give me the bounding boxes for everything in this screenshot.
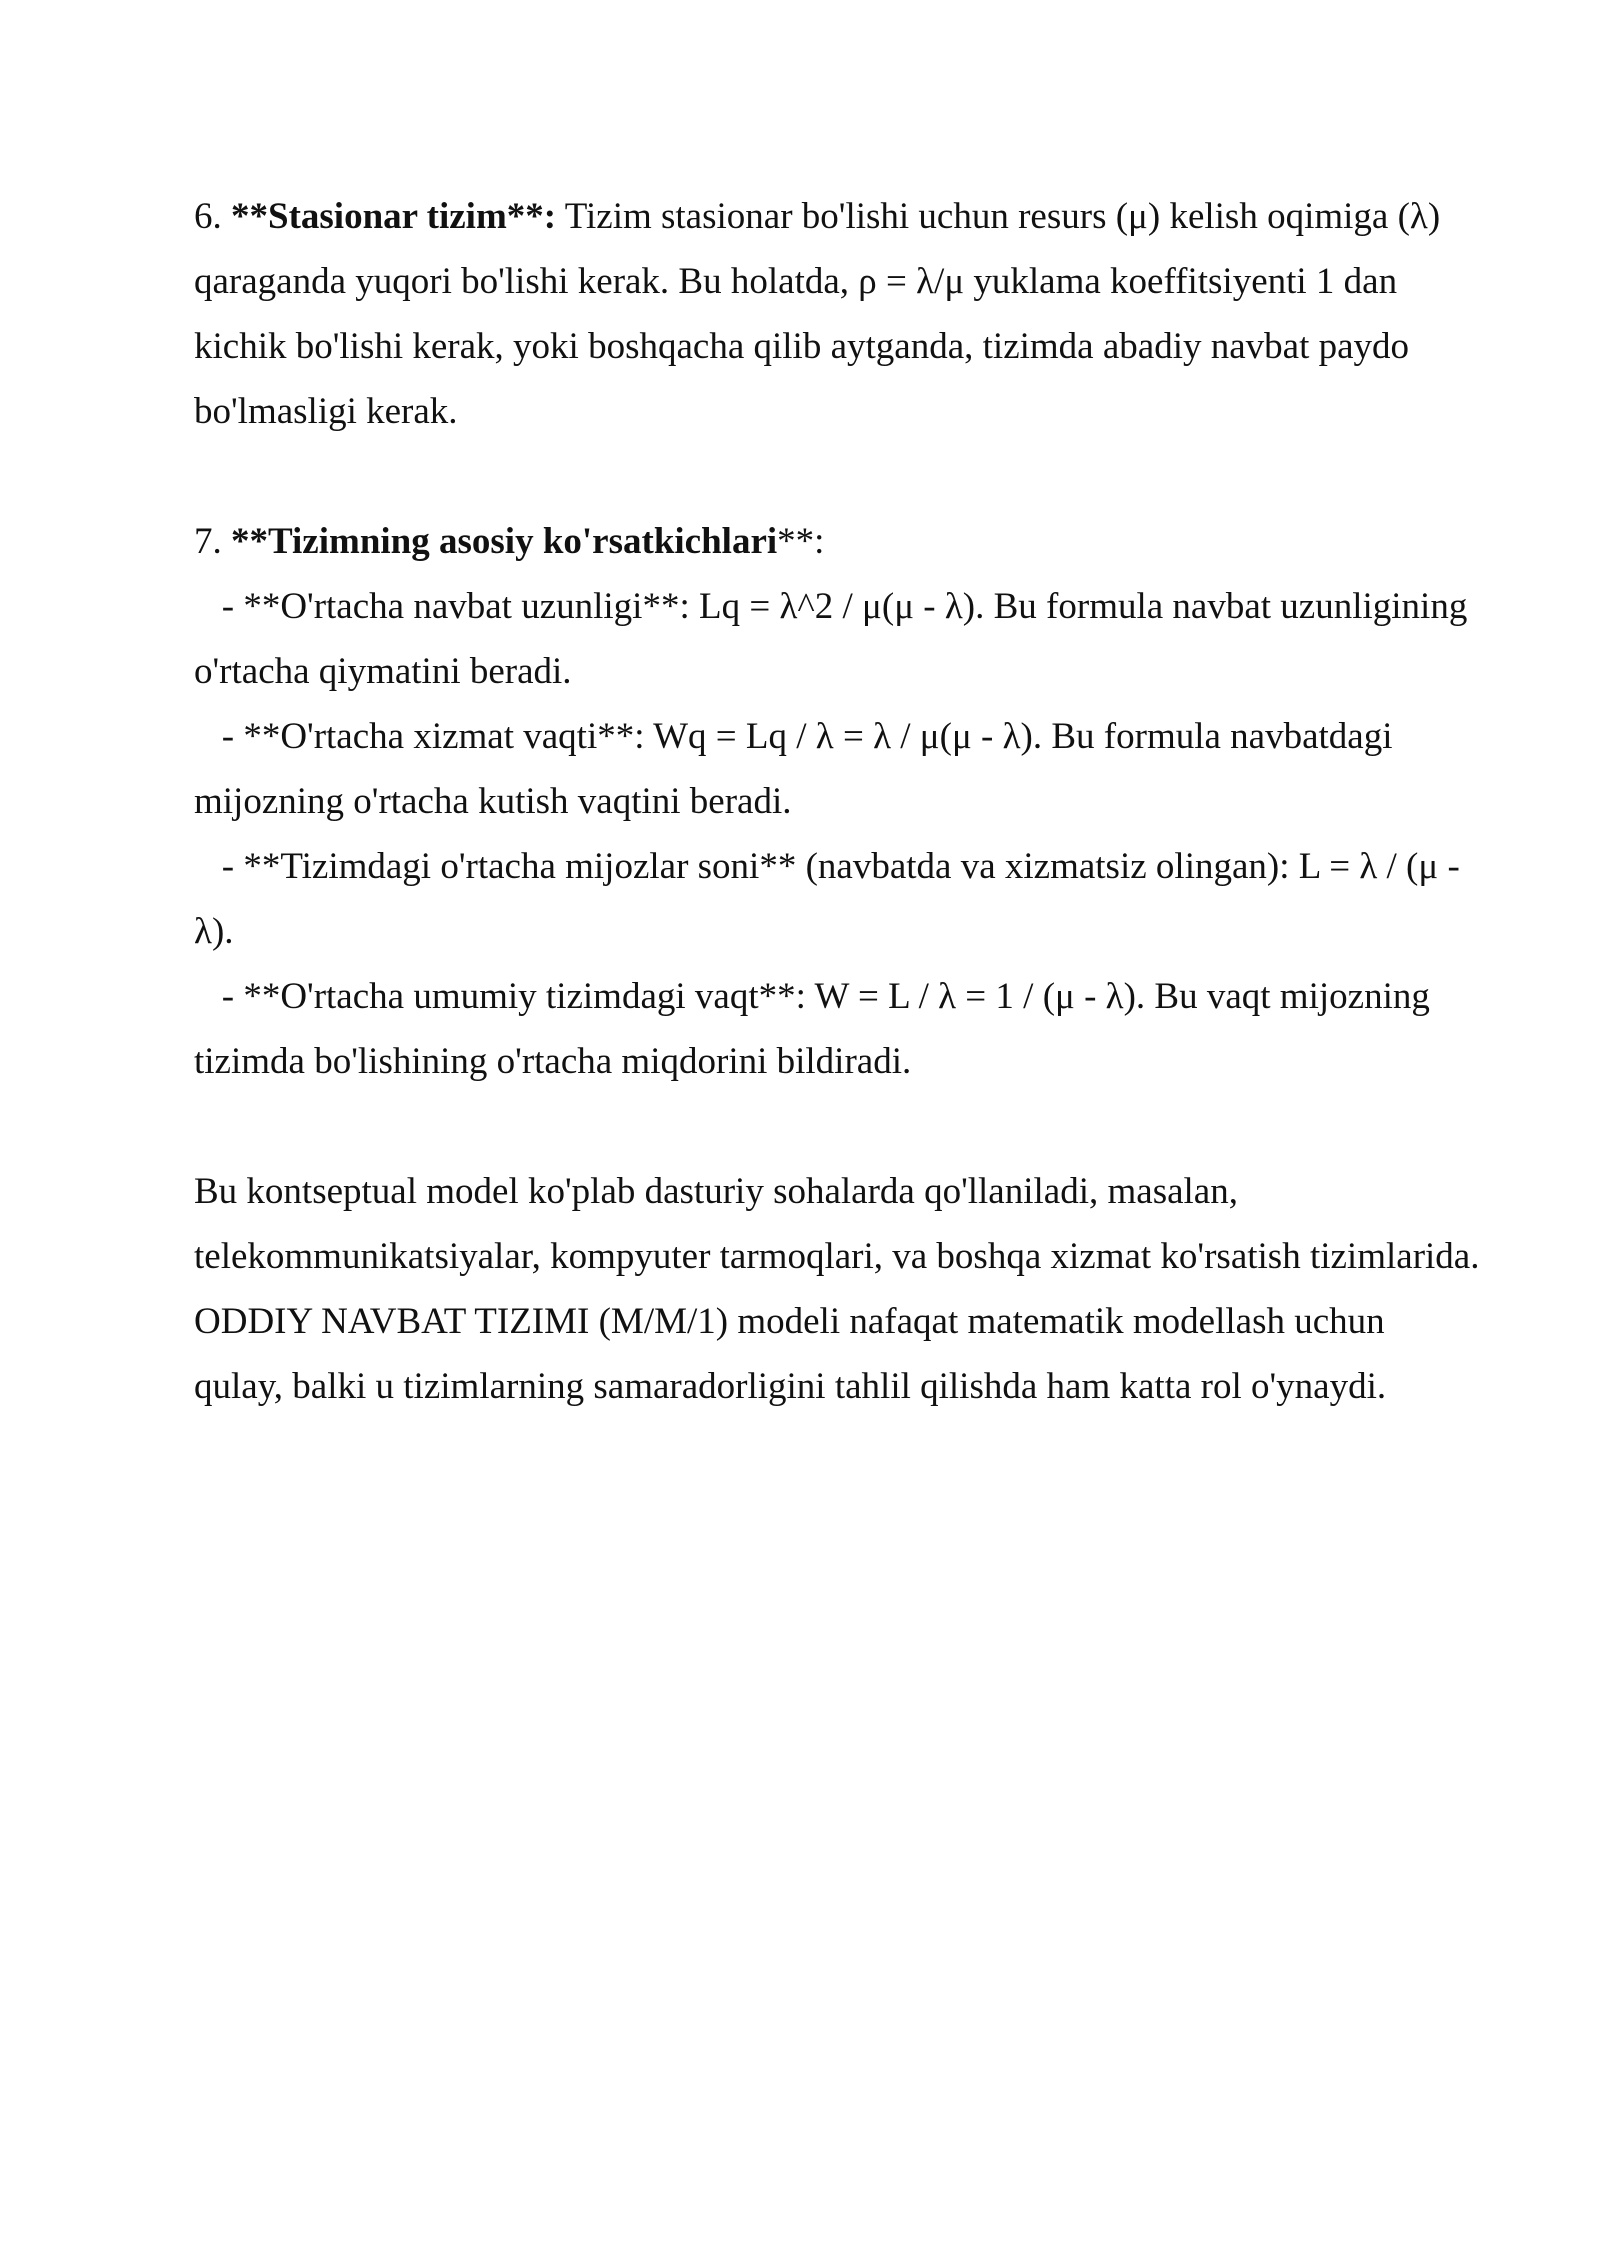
section-7-line-6: λ). xyxy=(194,911,234,952)
paragraph-spacer xyxy=(194,444,1524,509)
conclusion-line-4: qulay, balki u tizimlarning samaradorligini tahlil qilishda ham katta rol o'ynaydi. xyxy=(194,1366,1387,1407)
section-7-line-1: - **O'rtacha navbat uzunligi**: Lq = λ^2 / μ(μ - λ). Bu formula navbat uzunligining xyxy=(194,586,1468,627)
section-7-heading-line xyxy=(194,509,1524,574)
paragraph-spacer xyxy=(194,1094,1524,1159)
document-body xyxy=(194,184,1524,1419)
conclusion-line-2: telekommunikatsiyalar, kompyuter tarmoqlari, va boshqa xizmat ko'rsatish tizimlarida. xyxy=(194,1236,1480,1277)
conclusion-line-1: Bu kontseptual model ko'plab dasturiy sohalarda qo'llaniladi, masalan, xyxy=(194,1171,1238,1212)
section-6-first-line xyxy=(194,184,1524,249)
section-7-line-2: o'rtacha qiymatini beradi. xyxy=(194,651,572,692)
section-7-line-8: tizimda bo'lishining o'rtacha miqdorini bildiradi. xyxy=(194,1041,912,1082)
section-6-heading: **Stasionar tizim**: xyxy=(231,196,557,237)
section-6-line-4: bo'lmasligi kerak. xyxy=(194,391,458,432)
section-7-line-4: mijozning o'rtacha kutish vaqtini beradi. xyxy=(194,781,792,822)
section-7-line-3: - **O'rtacha xizmat vaqti**: Wq = Lq / λ = λ / μ(μ - λ). Bu formula navbatdagi xyxy=(194,716,1393,757)
section-7-heading: **Tizimning asosiy ko'rsatkichlari xyxy=(231,521,778,562)
section-6-number: 6. xyxy=(194,196,222,237)
section-7-heading-suffix: **: xyxy=(777,521,825,562)
conclusion-line-3: ODDIY NAVBAT TIZIMI (M/M/1) modeli nafaqat matematik modellash uchun xyxy=(194,1301,1385,1342)
section-6-line-2: qaraganda yuqori bo'lishi kerak. Bu holatda, ρ = λ/μ yuklama koeffitsiyenti 1 dan xyxy=(194,261,1398,302)
section-7-line-7: - **O'rtacha umumiy tizimdagi vaqt**: W = L / λ = 1 / (μ - λ). Bu vaqt mijozning xyxy=(194,976,1430,1017)
section-7-line-5: - **Tizimdagi o'rtacha mijozlar soni** (navbatda va xizmatsiz olingan): L = λ / (μ - xyxy=(194,846,1460,887)
section-7-number: 7. xyxy=(194,521,222,562)
section-6-line-3: kichik bo'lishi kerak, yoki boshqacha qilib aytganda, tizimda abadiy navbat paydo xyxy=(194,326,1410,367)
section-6-line-1: Tizim stasionar bo'lishi uchun resurs (μ) kelish oqimiga (λ) xyxy=(556,196,1441,237)
